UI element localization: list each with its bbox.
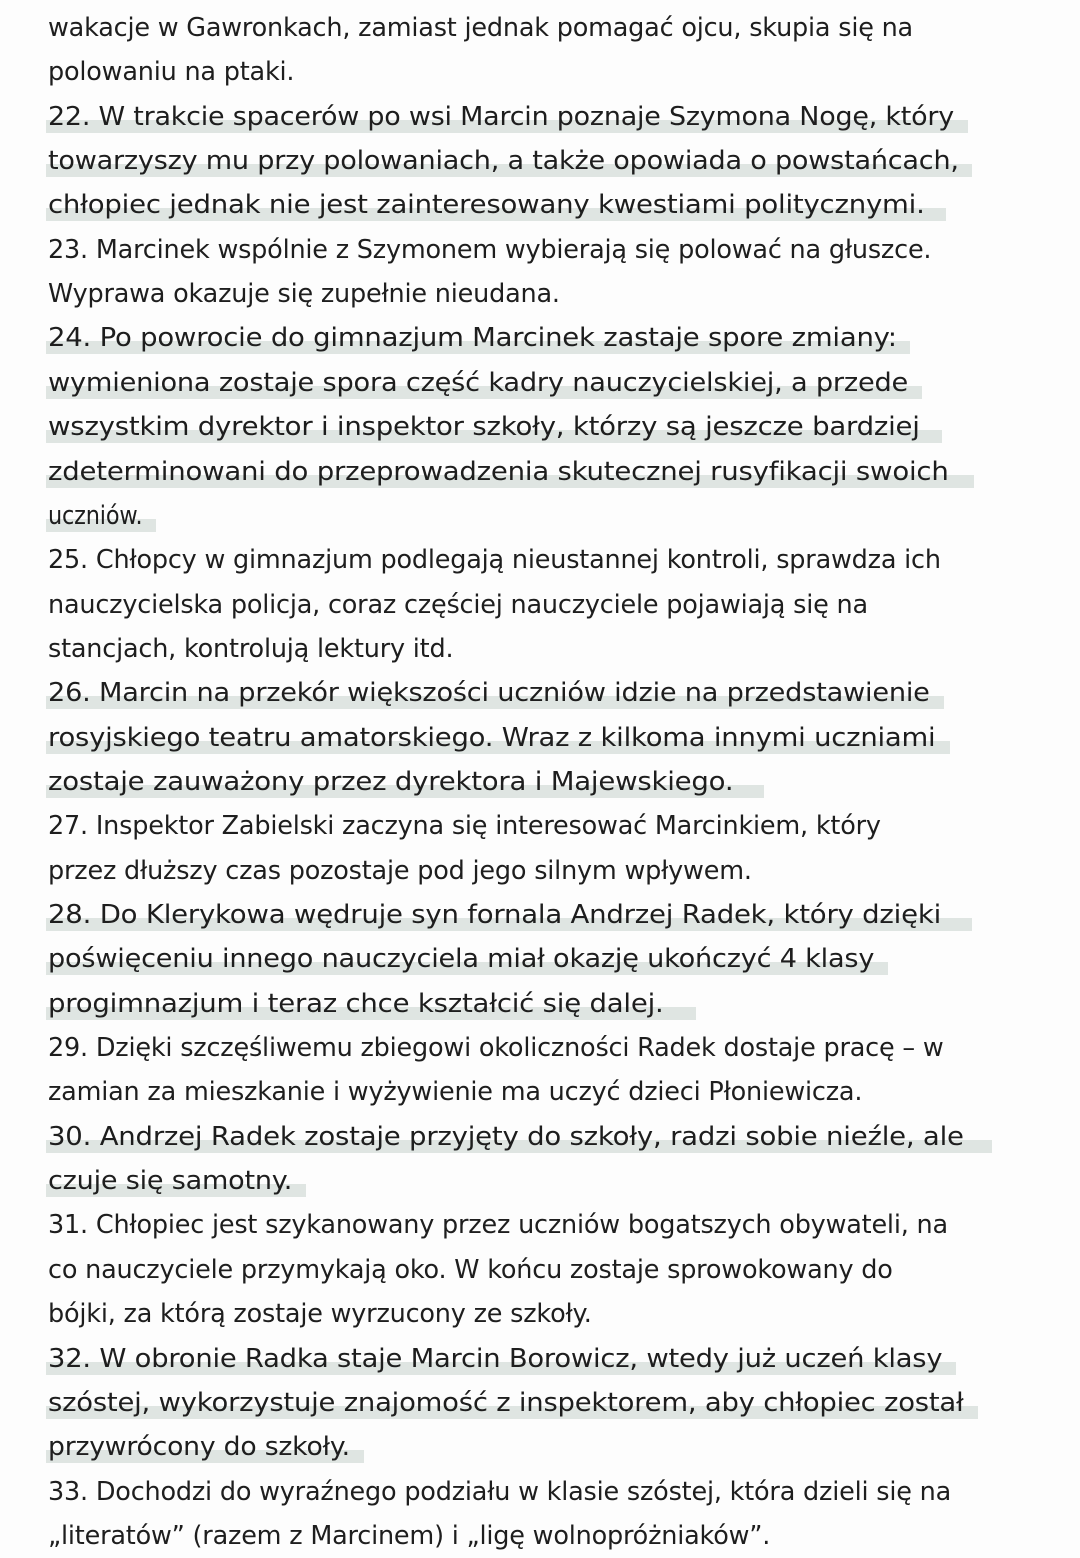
highlighted-text-line bbox=[48, 937, 875, 981]
text-line bbox=[48, 1514, 770, 1558]
text-line bbox=[48, 538, 941, 582]
line-text: wszystkim dyrektor i inspektor szkoły, którzy są jeszcze bardziej bbox=[48, 412, 920, 443]
line-text: 31. Chłopiec jest szykanowany przez uczniów bogatszych obywateli, na bbox=[48, 1210, 948, 1241]
line-text: 24. Po powrocie do gimnazjum Marcinek zastaje spore zmiany: bbox=[48, 323, 897, 354]
text-line bbox=[48, 228, 931, 272]
line-text: wymieniona zostaje spora część kadry nauczycielskiej, a przede bbox=[48, 367, 909, 398]
text-line bbox=[48, 1203, 948, 1247]
line-text: 27. Inspektor Zabielski zaczyna się interesować Marcinkiem, który bbox=[48, 811, 881, 842]
highlighted-text-line bbox=[48, 494, 155, 538]
line-text: 29. Dzięki szczęśliwemu zbiegowi okoliczności Radek dostaje pracę – w bbox=[48, 1033, 944, 1064]
line-text: polowaniu na ptaki. bbox=[48, 57, 295, 88]
line-text: zostaje zauważony przez dyrektora i Majewskiego. bbox=[48, 766, 734, 797]
highlighted-text-line bbox=[48, 183, 925, 227]
highlighted-text-line bbox=[48, 405, 920, 449]
line-text: 23. Marcinek wspólnie z Szymonem wybierają się polować na głuszce. bbox=[48, 234, 932, 265]
text-line bbox=[48, 6, 913, 50]
text-line bbox=[48, 1026, 943, 1070]
line-text: progimnazjum i teraz chce kształcić się dalej. bbox=[48, 988, 664, 1019]
line-text: wakacje w Gawronkach, zamiast jednak pomagać ojcu, skupia się na bbox=[48, 13, 913, 43]
highlighted-text-line bbox=[48, 450, 949, 494]
highlighted-text-line bbox=[48, 671, 930, 715]
line-text: towarzyszy mu przy polowaniach, a także opowiada o powstańcach, bbox=[48, 146, 959, 177]
line-text: 32. W obronie Radka staje Marcin Borowicz, wtedy już uczeń klasy bbox=[48, 1343, 943, 1374]
line-text: Wyprawa okazuje się zupełnie nieudana. bbox=[48, 279, 560, 310]
text-line bbox=[48, 1292, 592, 1336]
line-text: poświęceniu innego nauczyciela miał okazję ukończyć 4 klasy bbox=[48, 944, 875, 975]
line-text: przywrócony do szkoły. bbox=[48, 1432, 350, 1463]
text-line bbox=[48, 1470, 951, 1514]
line-text: 33. Dochodzi do wyraźnego podziału w klasie szóstej, która dzieli się na bbox=[48, 1476, 952, 1507]
line-text: bójki, za którą zostaje wyrzucony ze szkoły. bbox=[48, 1299, 592, 1330]
line-text: 25. Chłopcy w gimnazjum podlegają nieustannej kontroli, sprawdza ich bbox=[48, 545, 941, 576]
highlighted-text-line bbox=[48, 1337, 943, 1381]
highlighted-text-line bbox=[48, 1115, 964, 1159]
line-text: zamian za mieszkanie i wyżywienie ma uczyć dzieci Płoniewicza. bbox=[48, 1077, 863, 1108]
line-text: „literatów” (razem z Marcinem) i „ligę wolnopróżniaków”. bbox=[48, 1520, 771, 1551]
highlighted-text-line bbox=[48, 316, 897, 360]
highlighted-text-line bbox=[48, 95, 954, 139]
text-line bbox=[48, 849, 752, 893]
highlighted-text-line bbox=[48, 893, 942, 937]
highlighted-text-line bbox=[48, 361, 909, 405]
text-line bbox=[48, 1248, 893, 1292]
line-text: nauczycielska policja, coraz częściej nauczyciele pojawiają się na bbox=[48, 589, 868, 620]
line-text: uczniów. bbox=[48, 500, 143, 531]
line-text: szóstej, wykorzystuje znajomość z inspektorem, aby chłopiec został bbox=[48, 1387, 964, 1418]
highlighted-text-line bbox=[48, 716, 936, 760]
line-text: zdeterminowani do przeprowadzenia skutecznej rusyfikacji swoich bbox=[48, 456, 949, 487]
line-text: 26. Marcin na przekór większości uczniów idzie na przedstawienie bbox=[48, 678, 930, 709]
highlighted-text-line bbox=[48, 1381, 964, 1425]
line-text: 22. W trakcie spacerów po wsi Marcin poznaje Szymona Nogę, który bbox=[48, 101, 954, 132]
line-text: stancjach, kontrolują lektury itd. bbox=[48, 633, 454, 664]
highlighted-text-line bbox=[48, 982, 664, 1026]
highlighted-text-line bbox=[48, 760, 734, 804]
line-text: czuje się samotny. bbox=[48, 1166, 293, 1197]
text-line bbox=[48, 804, 881, 848]
line-text: 30. Andrzej Radek zostaje przyjęty do szkoły, radzi sobie nieźle, ale bbox=[48, 1121, 964, 1152]
text-line bbox=[48, 583, 868, 627]
highlighted-text-line bbox=[48, 139, 959, 183]
highlighted-text-line bbox=[48, 1425, 350, 1469]
text-line bbox=[48, 272, 560, 316]
line-text: chłopiec jednak nie jest zainteresowany kwestiami politycznymi. bbox=[48, 190, 925, 221]
line-text: rosyjskiego teatru amatorskiego. Wraz z kilkoma innymi uczniami bbox=[48, 722, 936, 753]
line-text: co nauczyciele przymykają oko. W końcu zostaje sprowokowany do bbox=[48, 1254, 893, 1285]
text-line bbox=[48, 627, 453, 671]
line-text: 28. Do Klerykowa wędruje syn fornala Andrzej Radek, który dzięki bbox=[48, 900, 942, 930]
text-line bbox=[48, 1070, 862, 1114]
highlighted-text-line bbox=[48, 1159, 293, 1203]
text-line bbox=[48, 50, 294, 94]
line-text: przez dłuższy czas pozostaje pod jego silnym wpływem. bbox=[48, 855, 752, 886]
